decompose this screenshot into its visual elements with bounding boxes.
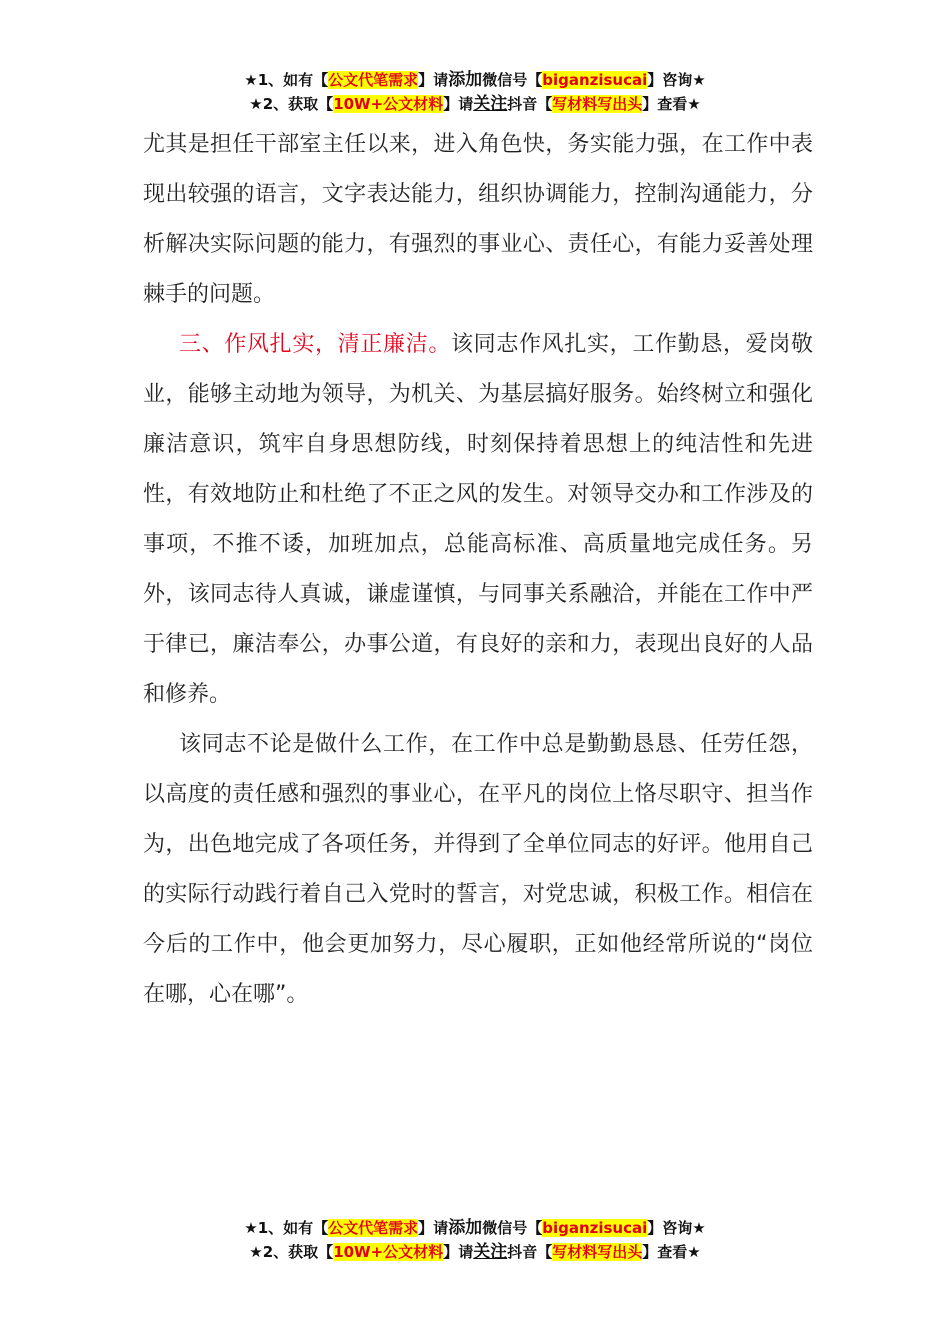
banner-highlight: 公文代笔需求 [328, 1219, 419, 1237]
banner-emphasis: 添加 [448, 70, 483, 90]
banner-emphasis: 关注 [473, 94, 508, 114]
banner-text: 】咨询★ [647, 1219, 706, 1237]
banner-text: 】查看★ [642, 95, 701, 113]
banner-text: ★1、如有【 [244, 1219, 329, 1237]
banner-douyin-id: 写材料写出头 [552, 95, 643, 113]
banner-text: 】请 [418, 1219, 449, 1237]
section-heading: 三、作风扎实，清正廉洁。 [179, 332, 451, 357]
banner-text: 抖音【 [507, 1243, 553, 1261]
header-banner [0, 68, 950, 116]
paragraph-1: 尤其是担任干部室主任以来，进入角色快，务实能力强，在工作中表现出较强的语言，文字表达能力，组织协调能力，控制沟通能力，分析解决实际问题的能力，有强烈的事业心、责任心，有能力妥善处理棘手的问题。 [143, 132, 813, 307]
banner-wechat-id: biganzisucai [542, 1219, 648, 1237]
banner-highlight: 公文代笔需求 [328, 71, 419, 89]
banner-text: ★2、获取【 [249, 95, 334, 113]
paragraph-2 [143, 320, 813, 720]
banner-text: ★1、如有【 [244, 71, 329, 89]
banner-text: 】请 [443, 1243, 474, 1261]
banner-text: 微信号【 [482, 1219, 543, 1237]
banner-text: 】请 [418, 71, 449, 89]
banner-text: ★2、获取【 [249, 1243, 334, 1261]
banner-text: 】咨询★ [647, 71, 706, 89]
banner-text: 微信号【 [482, 71, 543, 89]
banner-highlight: 10W+公文材料 [333, 1243, 444, 1261]
paragraph-2-body: 该同志作风扎实，工作勤恳，爱岗敬业，能够主动地为领导，为机关、为基层搞好服务。始终树立和强化廉洁意识，筑牢自身思想防线，时刻保持着思想上的纯洁性和先进性，有效地防止和杜绝了不正之风的发生。对领导交办和工作涉及的事项，不推不诿，加班加点，总能高标准、高质量地完成任务。另外，该同志待人真诚，谦虚谨慎，与同事关系融洽，并能在工作中严于律已，廉洁奉公，办事公道，有良好的亲和力，表现出良好的人品和修养。 [143, 332, 813, 707]
banner-emphasis: 添加 [448, 1218, 483, 1238]
banner-text: 抖音【 [507, 95, 553, 113]
paragraph-3: 该同志不论是做什么工作，在工作中总是勤勤恳恳、任劳任怨，以高度的责任感和强烈的事业心，在平凡的岗位上恪尽职守、担当作为，出色地完成了各项任务，并得到了全单位同志的好评。他用自己的实际行动践行着自己入党时的誓言，对党忠诚，积极工作。相信在今后的工作中，他会更加努力，尽心履职，正如他经常所说的“岗位在哪，心在哪”。 [143, 732, 813, 1007]
banner-wechat-id: biganzisucai [542, 71, 648, 89]
banner-line-1 [0, 1216, 950, 1240]
banner-text: 】请 [443, 95, 474, 113]
banner-emphasis: 关注 [473, 1242, 508, 1262]
banner-douyin-id: 写材料写出头 [552, 1243, 643, 1261]
banner-highlight: 10W+公文材料 [333, 95, 444, 113]
footer-banner [0, 1216, 950, 1264]
banner-line-2 [0, 92, 950, 116]
banner-text: 】查看★ [642, 1243, 701, 1261]
banner-line-1 [0, 68, 950, 92]
banner-line-2 [0, 1240, 950, 1264]
document-body [143, 120, 813, 1020]
